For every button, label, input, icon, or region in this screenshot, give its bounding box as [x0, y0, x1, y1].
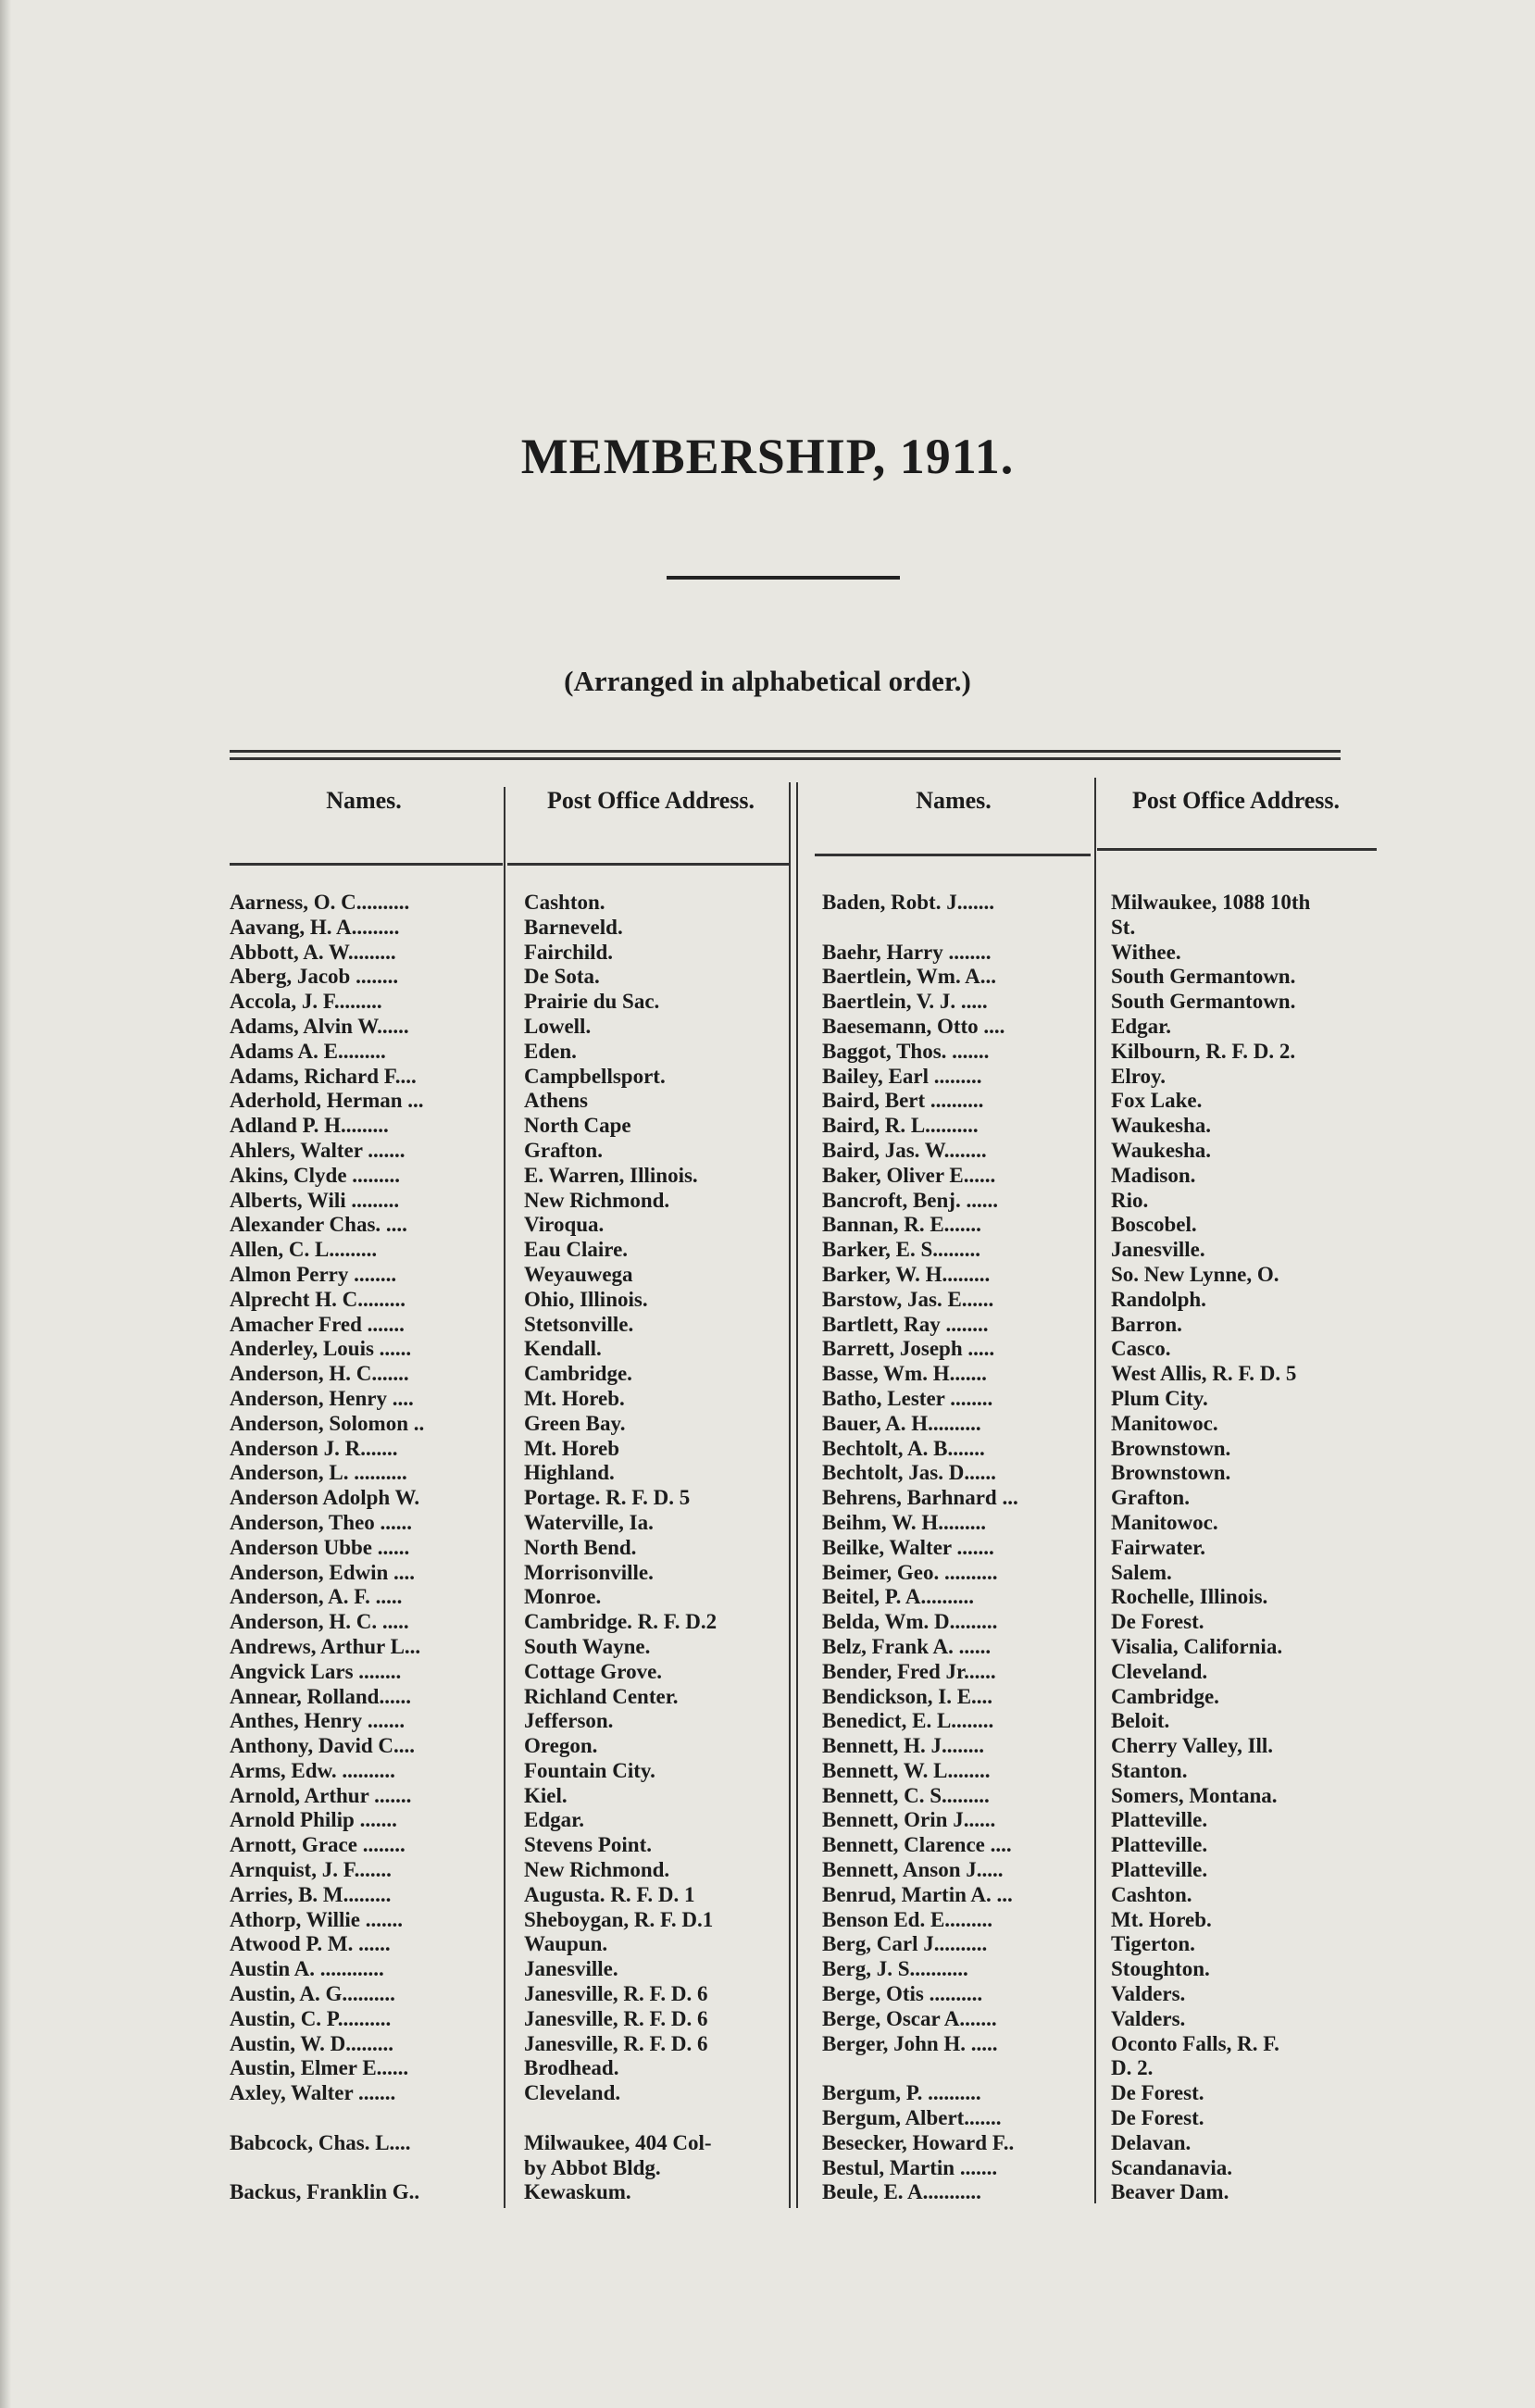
member-address: New Richmond.	[524, 1188, 670, 1212]
member-name: Bennett, Clarence ....	[822, 1833, 1012, 1857]
member-name: Belda, Wm. D.........	[822, 1610, 998, 1634]
member-name: Anderley, Louis ......	[230, 1337, 412, 1361]
member-address: Cambridge. R. F. D.2	[524, 1610, 718, 1634]
member-address: Beaver Dam.	[1111, 2180, 1229, 2204]
member-name: Babcock, Chas. L....	[230, 2130, 411, 2154]
member-address: Visalia, California.	[1111, 1634, 1283, 1658]
member-address: Morrisonville.	[524, 1560, 654, 1584]
left-address-column	[524, 891, 788, 2205]
member-name: Barstow, Jas. E......	[822, 1287, 994, 1311]
member-address: Fairchild.	[524, 940, 614, 964]
member-address: Janesville, R. F. D. 6	[524, 1982, 708, 2006]
member-name	[822, 916, 1092, 941]
member-name: Adland P. H.........	[230, 1114, 389, 1138]
member-name: Anderson, H. C. .....	[230, 1610, 409, 1634]
member-address: Kilbourn, R. F. D. 2.	[1111, 1039, 1296, 1063]
member-name: Beule, E. A...........	[822, 2180, 981, 2204]
member-name: Alberts, Wili .........	[230, 1188, 400, 1212]
member-name: Bergum, P. ..........	[822, 2081, 981, 2105]
right-names-column	[822, 891, 1092, 2205]
member-address: Fox Lake.	[1111, 1089, 1203, 1113]
member-name: Alexander Chas. ....	[230, 1213, 407, 1237]
member-name: Anderson, Solomon ..	[230, 1411, 425, 1435]
member-name: Barker, E. S.........	[822, 1238, 981, 1262]
member-address: Rochelle, Illinois.	[1111, 1585, 1268, 1609]
member-address: Janesville, R. F. D. 6	[524, 2031, 708, 2055]
member-address: Janesville, R. F. D. 6	[524, 2006, 708, 2030]
member-name: Allen, C. L.........	[230, 1238, 378, 1262]
right-address-column	[1111, 891, 1389, 2205]
member-name: Ahlers, Walter .......	[230, 1138, 406, 1162]
member-name: Anderson J. R.......	[230, 1436, 398, 1460]
right-names-header: Names.	[916, 787, 992, 814]
member-address: Salem.	[1111, 1560, 1172, 1584]
member-name: Besecker, Howard F..	[822, 2130, 1015, 2154]
member-name: Bennett, C. S.........	[822, 1783, 990, 1807]
member-name: Baker, Oliver E......	[822, 1163, 996, 1187]
member-name: Adams A. E.........	[230, 1039, 386, 1063]
member-name: Basse, Wm. H.......	[822, 1362, 987, 1386]
member-name: Axley, Walter .......	[230, 2081, 396, 2105]
member-address: Viroqua.	[524, 1213, 605, 1237]
member-address: Platteville.	[1111, 1833, 1208, 1857]
member-address: North Cape	[524, 1114, 631, 1138]
member-address: Kiel.	[524, 1783, 568, 1807]
member-name: Benedict, E. L........	[822, 1709, 994, 1733]
member-address: Edgar.	[1111, 1014, 1171, 1038]
member-address: Madison.	[1111, 1163, 1196, 1187]
member-address: E. Warren, Illinois.	[524, 1163, 698, 1187]
member-name: Austin, W. D.........	[230, 2031, 394, 2055]
member-name: Almon Perry ........	[230, 1262, 397, 1286]
member-address: Jefferson.	[524, 1709, 614, 1733]
member-address: Stetsonville.	[524, 1312, 634, 1336]
member-name: Arries, B. M.........	[230, 1882, 392, 1906]
member-address: Oregon.	[524, 1734, 598, 1758]
member-name: Anderson, L. ..........	[230, 1461, 407, 1485]
member-address: Cleveland.	[1111, 1659, 1208, 1683]
member-name: Berger, John H. .....	[822, 2031, 998, 2055]
member-address: Ohio, Illinois.	[524, 1287, 648, 1311]
title-rule	[667, 576, 900, 580]
page-subtitle: (Arranged in alphabetical order.)	[564, 665, 971, 697]
member-address: Highland.	[524, 1461, 615, 1485]
member-name: Baggot, Thos. .......	[822, 1039, 990, 1063]
member-address: Delavan.	[1111, 2130, 1192, 2154]
member-name: Anthes, Henry .......	[230, 1709, 406, 1733]
member-address: Plum City.	[1111, 1386, 1208, 1410]
page-title: MEMBERSHIP, 1911.	[520, 429, 1015, 484]
member-address: De Forest.	[1111, 1610, 1204, 1634]
member-name: Accola, J. F.........	[230, 990, 382, 1014]
member-name: Austin, Elmer E......	[230, 2056, 409, 2080]
member-address: Waukesha.	[1111, 1138, 1212, 1162]
column-divider-1	[504, 787, 505, 2208]
member-address: Waterville, Ia.	[524, 1510, 654, 1534]
member-address: Valders.	[1111, 1982, 1186, 2006]
member-name: Benson Ed. E.........	[822, 1907, 993, 1931]
member-address: De Forest.	[1111, 2106, 1204, 2130]
member-address: Stevens Point.	[524, 1833, 652, 1857]
member-name: Austin, C. P..........	[230, 2006, 392, 2030]
member-name: Baden, Robt. J.......	[822, 891, 994, 914]
member-name: Anderson Adolph W.	[230, 1486, 420, 1510]
member-name: Berge, Otis ..........	[822, 1982, 983, 2006]
member-name: Beihm, W. H.........	[822, 1510, 987, 1534]
member-address: Green Bay.	[524, 1411, 626, 1435]
member-name: Barrett, Joseph .....	[822, 1337, 995, 1361]
member-address: Janesville.	[1111, 1238, 1205, 1262]
member-name: Bancroft, Benj. ......	[822, 1188, 998, 1212]
member-name: Berge, Oscar A.......	[822, 2006, 997, 2030]
member-name: Angvick Lars ........	[230, 1659, 402, 1683]
member-address: Cottage Grove.	[524, 1659, 663, 1683]
member-name: Bannan, R. E.......	[822, 1213, 981, 1237]
member-name: Anderson, H. C.......	[230, 1362, 409, 1386]
member-address: De Sota.	[524, 965, 600, 989]
member-name: Baird, R. L..........	[822, 1114, 979, 1138]
member-name: Bailey, Earl .........	[822, 1064, 982, 1088]
member-name: Bartlett, Ray ........	[822, 1312, 989, 1336]
member-name: Arnott, Grace ........	[230, 1833, 406, 1857]
member-address: South Germantown.	[1111, 990, 1296, 1014]
member-address: Manitowoc.	[1111, 1510, 1218, 1534]
member-address: Portage. R. F. D. 5	[524, 1486, 691, 1510]
member-address: Barron.	[1111, 1312, 1182, 1336]
member-address: Beloit.	[1111, 1709, 1170, 1733]
member-address: So. New Lynne, O.	[1111, 1262, 1279, 1286]
member-name: Andrews, Arthur L...	[230, 1634, 421, 1658]
member-name: Adams, Richard F....	[230, 1064, 417, 1088]
member-address: Eau Claire.	[524, 1238, 629, 1262]
column-divider-3	[1094, 778, 1096, 2203]
member-address: Grafton.	[1111, 1486, 1190, 1510]
member-address: Boscobel.	[1111, 1213, 1197, 1237]
header-rule-1	[230, 863, 503, 866]
member-name: Batho, Lester ........	[822, 1386, 993, 1410]
member-address: Richland Center.	[524, 1684, 679, 1708]
page-edge	[0, 0, 11, 2408]
member-address: North Bend.	[524, 1535, 637, 1559]
member-address: Somers, Montana.	[1111, 1783, 1278, 1807]
member-address: Stanton.	[1111, 1758, 1188, 1782]
member-address: South Wayne.	[524, 1634, 651, 1658]
member-address: Fountain City.	[524, 1758, 655, 1782]
member-name: Adams, Alvin W......	[230, 1014, 409, 1038]
member-name: Baertlein, Wm. A...	[822, 965, 997, 989]
member-name: Bennett, H. J........	[822, 1734, 985, 1758]
member-name: Aderhold, Herman ...	[230, 1089, 424, 1113]
member-address: Lowell.	[524, 1014, 592, 1038]
member-name: Bauer, A. H..........	[822, 1411, 981, 1435]
member-name: Baesemann, Otto ....	[822, 1014, 1005, 1038]
member-address: Cleveland.	[524, 2081, 621, 2105]
member-address: Edgar.	[524, 1808, 584, 1832]
member-address: Cherry Valley, Ill.	[1111, 1734, 1274, 1758]
member-name: Bennett, W. L........	[822, 1758, 991, 1782]
member-address: Mt. Horeb.	[1111, 1907, 1212, 1931]
member-name: Beitel, P. A..........	[822, 1585, 974, 1609]
header-rule-4	[1097, 848, 1377, 851]
member-address: Athens	[524, 1089, 589, 1113]
member-name: Beilke, Walter .......	[822, 1535, 994, 1559]
member-name: Baird, Bert ..........	[822, 1089, 984, 1113]
member-address: West Allis, R. F. D. 5	[1111, 1362, 1297, 1386]
member-address: Sheboygan, R. F. D.1	[524, 1907, 714, 1931]
table-top-rule	[230, 750, 1341, 753]
member-name: Berg, Carl J..........	[822, 1932, 988, 1956]
member-name: Anthony, David C....	[230, 1734, 416, 1758]
member-name: Arms, Edw. ..........	[230, 1758, 395, 1782]
member-name: Bechtolt, Jas. D......	[822, 1461, 996, 1485]
member-address: Grafton.	[524, 1138, 603, 1162]
member-name: Anderson, A. F. .....	[230, 1585, 403, 1609]
left-names-header: Names.	[326, 787, 402, 814]
member-name: Bergum, Albert.......	[822, 2106, 1002, 2130]
member-name: Baehr, Harry ........	[822, 940, 992, 964]
member-address: Rio.	[1111, 1188, 1149, 1212]
member-address: Platteville.	[1111, 1808, 1208, 1832]
member-address: by Abbot Bldg.	[524, 2155, 661, 2179]
member-name: Amacher Fred .......	[230, 1312, 405, 1336]
member-name: Bechtolt, A. B.......	[822, 1436, 985, 1460]
member-address: Brownstown.	[1111, 1436, 1231, 1460]
member-address: Milwaukee, 404 Col-	[524, 2130, 712, 2154]
member-address: Casco.	[1111, 1337, 1171, 1361]
member-address: Randolph.	[1111, 1287, 1206, 1311]
member-name: Alprecht H. C.........	[230, 1287, 406, 1311]
member-address: Brodhead.	[524, 2056, 619, 2080]
member-address: Cambridge.	[524, 1362, 632, 1386]
column-divider-2b	[796, 782, 798, 2208]
member-name: Bendickson, I. E....	[822, 1684, 993, 1708]
member-name: Annear, Rolland......	[230, 1684, 411, 1708]
member-address: South Germantown.	[1111, 965, 1296, 989]
member-name: Bender, Fred Jr......	[822, 1659, 996, 1683]
member-name: Anderson, Henry ....	[230, 1386, 414, 1410]
member-name: Benrud, Martin A. ...	[822, 1882, 1013, 1906]
right-address-header: Post Office Address.	[1131, 787, 1341, 814]
member-name: Behrens, Barhnard ...	[822, 1486, 1018, 1510]
member-name: Aberg, Jacob ........	[230, 965, 399, 989]
left-names-column	[230, 891, 503, 2205]
member-address: Eden.	[524, 1039, 577, 1063]
member-name: Anderson, Theo ......	[230, 1510, 413, 1534]
member-name: Backus, Franklin G..	[230, 2180, 420, 2204]
member-name: Bennett, Orin J......	[822, 1808, 996, 1832]
member-name: Aavang, H. A.........	[230, 915, 400, 939]
member-address: Prairie du Sac.	[524, 990, 660, 1014]
member-name: Arnquist, J. F.......	[230, 1858, 392, 1882]
left-address-header: Post Office Address.	[546, 787, 755, 814]
member-address: Manitowoc.	[1111, 1411, 1218, 1435]
column-divider-2	[789, 782, 791, 2208]
member-name: Akins, Clyde .........	[230, 1163, 401, 1187]
member-name: Austin A. ............	[230, 1957, 384, 1981]
member-address: Mt. Horeb	[524, 1436, 620, 1460]
member-address: Augusta. R. F. D. 1	[524, 1882, 695, 1906]
member-name: Arnold, Arthur .......	[230, 1783, 412, 1807]
member-address: Brownstown.	[1111, 1461, 1231, 1485]
member-address: Campbellsport.	[524, 1064, 666, 1088]
member-address: Valders.	[1111, 2006, 1186, 2030]
table-top-rule-double	[230, 757, 1341, 760]
member-name: Abbott, A. W.........	[230, 940, 396, 964]
member-name: Anderson, Edwin ....	[230, 1560, 416, 1584]
member-name: Anderson Ubbe ......	[230, 1535, 410, 1559]
member-name: Berg, J. S...........	[822, 1957, 968, 1981]
member-name: Bennett, Anson J.....	[822, 1858, 1004, 1882]
member-name: Barker, W. H.........	[822, 1262, 991, 1286]
member-name	[230, 2156, 503, 2181]
member-address: Kewaskum.	[524, 2180, 631, 2204]
member-name: Belz, Frank A. ......	[822, 1634, 992, 1658]
member-address: New Richmond.	[524, 1858, 670, 1882]
member-name: Athorp, Willie .......	[230, 1907, 403, 1931]
member-address: Weyauwega	[524, 1262, 633, 1286]
member-name: Baird, Jas. W........	[822, 1138, 987, 1162]
member-name: Arnold Philip .......	[230, 1808, 397, 1832]
member-address: Cashton.	[524, 891, 605, 914]
member-name: Baertlein, V. J. .....	[822, 990, 988, 1014]
member-name	[230, 2106, 503, 2131]
member-address: Oconto Falls, R. F.	[1111, 2031, 1279, 2055]
member-name: Aarness, O. C..........	[230, 891, 410, 914]
member-address: Fairwater.	[1111, 1535, 1205, 1559]
member-address: Elroy.	[1111, 1064, 1167, 1088]
member-address	[524, 2106, 788, 2131]
member-address: Janesville.	[524, 1957, 618, 1981]
member-address: St.	[1111, 915, 1136, 939]
member-address: Barneveld.	[524, 915, 623, 939]
member-address: Platteville.	[1111, 1858, 1208, 1882]
member-name	[822, 2056, 1092, 2081]
member-address: Monroe.	[524, 1585, 602, 1609]
member-name: Beimer, Geo. ..........	[822, 1560, 998, 1584]
member-address: Cambridge.	[1111, 1684, 1219, 1708]
member-address: Cashton.	[1111, 1882, 1192, 1906]
member-name: Bestul, Martin .......	[822, 2155, 998, 2179]
member-address: Tigerton.	[1111, 1932, 1195, 1956]
header-rule-2	[507, 863, 790, 866]
member-address: Scandanavia.	[1111, 2155, 1233, 2179]
member-name: Austin, A. G..........	[230, 1982, 395, 2006]
member-address: Waukesha.	[1111, 1114, 1212, 1138]
member-address: Milwaukee, 1088 10th	[1111, 891, 1311, 914]
member-name: Atwood P. M. ......	[230, 1932, 391, 1956]
member-address: De Forest.	[1111, 2081, 1204, 2105]
member-address: Mt. Horeb.	[524, 1386, 625, 1410]
member-address: Kendall.	[524, 1337, 602, 1361]
member-address: D. 2.	[1111, 2056, 1154, 2080]
header-rule-3	[815, 854, 1091, 856]
member-address: Withee.	[1111, 940, 1181, 964]
member-address: Stoughton.	[1111, 1957, 1210, 1981]
member-address: Waupun.	[524, 1932, 608, 1956]
